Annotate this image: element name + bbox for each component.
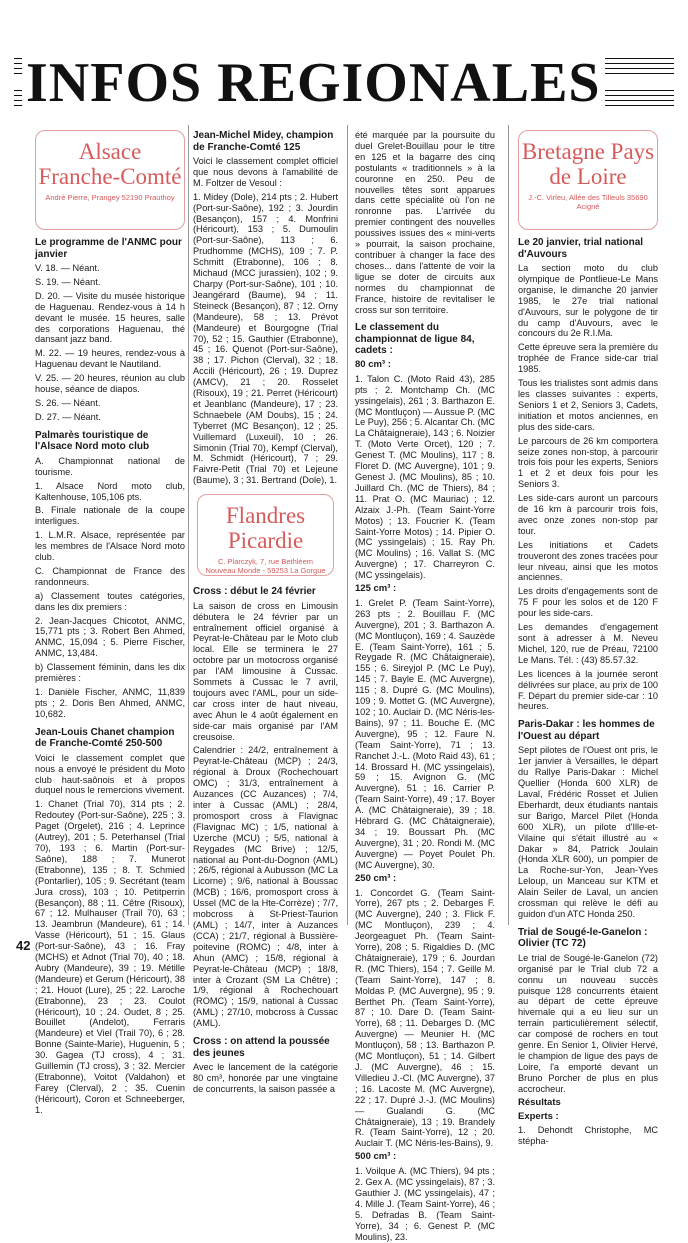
- subheading: 125 cm³ :: [355, 583, 397, 595]
- article-heading: Le 20 janvier, trial national d'Auvours: [518, 237, 644, 260]
- region-address: J.-C. Virleu, Allée des Tilleuls 35690 Acigné: [528, 193, 648, 211]
- paragraph: 1. Dehondt Christophe, MC stépha-: [518, 1125, 658, 1147]
- paragraph: 1. Grelet P. (Team Saint-Yorre), 263 pts ; 2. Bouillau F. (MC Auvergne), 201 ; 3. Barthazon A. (MC Montluçon), 169 ; 4. Sauzède E. (Team Saint-Yorre), 161 ; 5. Reygade R. (MC Châtaigneraie), 155 ; 6. Sireyjol P. (MC Le Puy), 145 ; 7. Bayle E. (MC Auvergne), 115 ; 8. Dupré G. (MC Moulins), 109 ; 9. Mottet G. (MC Auvergne), 102 ; 10. Auclair D. (MC Néris-les-Bains), 97 ; 11. Bouche E. (MC Auvergne), 95 ; 12. Faure N. (Team Saint-Yorre), 71 ; 13. Ranchet J.-L. (Moto Raid 43), 61 ; 14. Brossard H. (MC yssingelais), 59 ; 15. Avignon G. (MC Auvergne), 51 ; 16. Carrier P. (Team Saint-Yorre), 49 ; 17. Boyer A. (MC Châtaigneraie), 39 ; 18. Hébrard G. (MC Châtaigneraie), 34 ; 19. Boussart Ph. (MC Auvergne), 31 ; 20. Rondi M. (MC Auvergne) — Poyet Poulet Ph. (MC Auvergne), 30.: [355, 597, 495, 870]
- paragraph: S. 26. — Néant.: [35, 397, 101, 408]
- region-name: Alsace Franche-Comté: [38, 139, 182, 189]
- paragraph: 1. Chanet (Trial 70), 314 pts ; 2. Redoutey (Port-sur-Saône), 225 ; 3. Paget (Orgelet), 216 ; 4. Leprince (Autrey), 201 ; 5. Peterhansel (Trial 70), 193 ; 6. Martin (Port-sur-Saône), 188 ; 7. Munerot (Etrabonne), 135 ; 8. T. Schmied (Pontarlier), 105 ; 9. Secrétant (team Jura cross), 103 ; 10. Petitperrin (Besançon), 88 ; 11. Cêtre (Risoux), 67 ; 12. Mulhauser (Trail 70), 63 ; 13. Jeambrun (Mandeure), 61 ; 14. Vasse (Héricourt), 51 ; 15. Glaus (Port-sur-Saône), 43 ; 16. Fray (MCHS) et Adnot (Trial 70), 40 ; 18. Aubry (Mandeure), 39 ; 19. Métille (Mandeure) et Gerum (Héricourt), 38 ; 21. Houot (Lure), 25 ; 22. Laroche (Etrabonne), 23 ; 23. Coulot (Héricourt), 10 ; 24. Oudet, 8 ; 25. Bouillet (Andelot), Ferraris (Mandeure) et Viel (Trail 70), 6 ; 28. Bonne (Sainte-Marie), Huguenin, 5 ; 30. Gagea (TJ cross), 4 ; 31. Guillemin (TJ cross), 3 ; 32. Mercier (Etrabonne), Voitot (Valdahon) et Farey (Clerval), 2 ; 35. Cuenin (Héricourt), Coron et Schneeberger, 1.: [35, 799, 185, 1115]
- paragraph: S. 19. — Néant.: [35, 276, 101, 287]
- subheading: 250 cm³ :: [355, 872, 397, 884]
- paragraph: 1. L.M.R. Alsace, représentée par les membres de l'Alsace Nord moto club.: [35, 530, 185, 563]
- paragraph: 1. Talon C. (Moto Raid 43), 285 pts ; 2. Montchamp Ch. (MC yssingelais), 261 ; 3. Barthazon E. (MC Montluçon) — Aussue P. (MC Le Puy), 256 ; 5. Alcantar Ch. (MC La Châtaigneraie), 143 ; 6. Noizier T. (Moto Verte Orcet), 120 ; 7. Genest T. (MC Moulins), 117 ; 8. Floret D. (MC Auvergne), 101 ; 9. Genest J. (MC Moulins), 85 ; 10. Juillard Ch. (MC de Thiers), 84 ; 11. Prat O. (MC Mauriac) ; 12. Alzaix J.-Ph. (Team Saint-Yorre Motos) ; 13. Foucrier K. (Team Saint-Yorre Motos) ; 14. Pipier O. (MC yssingelais) ; 15. Ray Ph. (MC Moulins) ; 16. Vallat S. (MC Auvergne) ; 17. Charreyron C. (MC yssingelais).: [355, 373, 495, 581]
- paragraph: été marquée par la poursuite du duel Grelet-Bouillau pour le titre en 125 et la bagarre des cinq postulants « traditionnels » à la couronne en 250. Peu de nouvelles têtes sont apparues dans cette spécialité où l'on ne ronronne pas. L'arrivée du premier contingent des nouvelles poussives issues des « mini-verts » pourrait, la saison prochaine, contribuer à changer la face des choses... dans l'attente de voir la ligue se doter de circuits aux normes du championnat de France, histoire de revitaliser le cross sur son territoire.: [355, 130, 495, 315]
- column-2: [193, 130, 338, 1094]
- paragraph: V. 25. — 20 heures, réunion au club house, séance de diapos.: [35, 373, 185, 395]
- paragraph: Calendrier : 24/2, entraînement à Peyrat-le-Château (MCP) ; 24/3, régional à Droux (Rochechouart OMC) ; 31/3, entraînement à Auzances (CC Auzances) ; 7/4, inter à Cussac (AML) ; 28/4, promosport cross à Flavignac (Flavignac MC) ; 1/5, national à Uzerche (MCU) ; 5/5, national à Reygades (MC Brive) ; 12/5, national au Pont-du-Dognon (AML) ; 26/5, régional à Aubusson (MC La Licorne) ; 9/6, national à Boussac (MCB) ; 16/6, promosport cross à Ussel (MC de la Hte-Corrèze) ; 7/7, mobcross à St-Priest-Taurion (AML) ; 14/7, inter à Auzances (CCA) ; 21/7, régional à Bussière-poitevine (ROMC) ; 4/8, inter à Ahun (AMC) ; 15/8, régional à Peyrat-le-Château (MCP) ; 18/8, inter à Crozant (SM La Chêtre) ; 1/9, régional à Rochechouart (ROMC) ; 15/9, national à Cussac (AML) ; 27/10, mobcross à Cussac (AML).: [193, 745, 338, 1029]
- region-address: André Pierre, Prangey 52190 Prauthoy: [45, 193, 175, 202]
- paragraph: b) Classement féminin, dans les dix premières :: [35, 662, 185, 684]
- paragraph: Sept pilotes de l'Ouest ont pris, le 1er janvier à Versailles, le départ du Rallye Paris-Dakar : Michel Quellier (Honda 600 XLR) de Laval, Frédéric Rosset et Julien Eberhardt, deux étudiants nantais sur Barigo, Marcel Pilet (Honda 600 XLR), un pilote d'Ille-et-Vilaine qui s'était illustré au « Dakar » 84, Patrick Joulain (Honda XLR 600), un pompier de La Roche-sur-Yon, Jean-Yves Leloup, un Manceau sur KTM et Alain Seiler de Laval, un ancien crossman qui relève le défi au guidon d'un ATC Honda 250.: [518, 745, 658, 919]
- paragraph: A. Championnat national de tourisme.: [35, 455, 185, 477]
- paragraph: Les licences à la journée seront délivrées sur place, au prix de 100 F. Départ du premier side-car : 10 heures.: [518, 668, 658, 712]
- section-banner: [14, 52, 674, 114]
- region-box-flandres: [197, 494, 334, 576]
- article-heading: Cross : on attend la poussée des jeunes: [193, 1036, 330, 1059]
- paragraph: 2. Jean-Jacques Chicotot, ANMC, 15,771 pts ; 3. Robert Ben Ahmed, ANMC, 15,094 ; 5. Pierre Fischer, ANMC, 13,484.: [35, 615, 185, 659]
- region-name: Flandres Picardie: [225, 503, 306, 554]
- subheading: 500 cm³ :: [355, 1151, 397, 1163]
- article-heading: Cross : début le 24 février: [193, 586, 316, 598]
- paragraph: La section moto du club olympique de Pontlieue-Le Mans organise, le dimanche 20 janvier 1985, le 27e trial national d'Auvours, sur le polygone de tir du camp d'Auvours, avec le concours du 2e R.I.Ma.: [518, 263, 658, 339]
- paragraph: 1. Danièle Fischer, ANMC, 11,839 pts ; 2. Doris Ben Ahmed, ANMC, 10,682.: [35, 687, 185, 719]
- paragraph: D. 27. — Néant.: [35, 411, 101, 422]
- article-heading: Trial de Sougé-le-Ganelon : Olivier (TC 72): [518, 926, 648, 950]
- article-heading: Jean-Louis Chanet champion de Franche-Comté 250-500: [35, 726, 175, 750]
- paragraph: B. Finale nationale de la coupe interligues.: [35, 505, 185, 527]
- region-name: Bretagne Pays de Loire: [521, 139, 655, 189]
- paragraph: 1. Midey (Dole), 214 pts ; 2. Hubert (Port-sur-Saône), 192 ; 3. Jourdin (Besançon), 157 ; 4. Monfrini (Héricourt), 153 ; 5. Dumoulin (Port-sur-Saône), 113 ; 6. Prudhomme (MCHS), 109 ; 7. P. Schmitt (Etrabonne), 106 ; 8. Michaud (MCC jurassien), 102 ; 9. Charpy (Port-sur-Saône), 101 ; 10. Jeangérard (Baume), 94 ; 11. Steineck (Besançon), 87 ; 12. Orny (Mandeure), 58 ; 13. Prévot (Mandeure) et Bourgogne (Trial 70), 52 ; 15. Gauthier (Etrabonne), 45 ; 16. Quenot (Port-sur-Saône), 38 ; 17. Pichon (Clerval), 32 ; 18. Accili (Héricourt), 26 ; 19. Duprez (AMCV), 21 ; 20. Rosselet (Risoux), 19 ; 21. Perret (Héricourt) et Jeanblanc (Mandeure), 17 ; 23. Schnaebele (AM Doubs), 15 ; 24. Tyberret (MC Besançon), 12 ; 25. Vuillemard (Luxeuil), 10 ; 26. Simonin (Trial 70), Kempf (Clerval), M. Schmidt (Héricourt), 7 ; 29. Faivre-Petit (Trial 70) et Lejeune (Baume), 3 ; 31. Bertrand (Dole), 1.: [193, 191, 338, 486]
- subheading: 80 cm³ :: [355, 358, 391, 370]
- column-4: [518, 130, 658, 1147]
- column-1: [35, 130, 185, 1115]
- region-box-bretagne: [518, 130, 658, 230]
- paragraph: Les droits d'engagements sont de 75 F pour les solos et de 120 F pour les side-cars.: [518, 586, 658, 619]
- paragraph: C. Championnat de France des randonneurs.: [35, 565, 185, 587]
- article-heading: Le classement du championnat de ligue 84, cadets :: [355, 322, 475, 357]
- paragraph: 1. Concordet G. (Team Saint-Yorre), 267 pts ; 2. Debarges F. (MC Auvergne), 240 ; 3. Flick F. (MC Montluçon), 239 ; 4. Jeorgeaguet Ph. (Team Saint-Yorre), 208 ; 5. Rigaldies D. (MC Châtaigneraie), 179 ; 6. Jourdan R. (MC Thiers), 154 ; 7. Geille M. (Team Saint-Yorre), 147 ; 8. Moldas P. (MC Auvergne), 95 ; 9. Berthet Ph. (Team Saint-Yorre), 87 ; 10. Dare D. (Team Saint-Yorre), 68 ; 11. Debarges D. (MC Auvergne) — Meunier H. (MC Montluçon), 58 ; 13. Barthazon P. (MC Montluçon), 51 ; 14. Gilbert J. (MC Auvergne), 46 ; 15. Villedieu J.-Cl. (MC Auvergne), 37 ; 16. Lacoste M. (MC Auvergne), 22 ; 17. Dupré J.-J. (MC Moulins) — Gualandi G. (MC Châtaigneraie), 13 ; 19. Brandely R. (Team Saint-Yorre), 12 ; 20. Auclair T. (MC Néris-les-Bains), 9.: [355, 887, 495, 1149]
- article-heading: Palmarès touristique de l'Alsace Nord moto club: [35, 429, 150, 453]
- page-title: INFOS REGIONALES: [22, 52, 605, 114]
- paragraph: M. 22. — 19 heures, rendez-vous à Haguenau devant le Nautiland.: [35, 348, 185, 370]
- region-box-alsace: [35, 130, 185, 230]
- subheading: Résultats: [518, 1096, 561, 1108]
- paragraph: Les initiations et Cadets trouveront des zones tracées pour leur niveau, ainsi que les motos anciennes.: [518, 539, 658, 583]
- article-heading: Paris-Dakar : les hommes de l'Ouest au départ: [518, 719, 655, 742]
- paragraph: 1. Voilque A. (MC Thiers), 94 pts ; 2. Gex A. (MC yssingelais), 87 ; 3. Gauthier J. (MC yssingelais), 47 ; 4. Mille J. (Team Saint-Yorre), 46 ; 5. Defradas B. (Team Saint-Yorre), 34 ; 6. Genest P. (MC Moulins), 23.: [355, 1166, 495, 1242]
- paragraph: a) Classement toutes catégories, dans les dix premiers :: [35, 590, 185, 612]
- paragraph: Les demandes d'engagement sont à adresser à M. Neveu Michel, 120, rue de Préau, 72100 Le Mans. Tél. : (43) 85.57.32.: [518, 622, 658, 665]
- paragraph: V. 18. — Néant.: [35, 263, 100, 273]
- paragraph: Le trial de Sougé-le-Ganelon (72) organisé par le Trial club 72 a connu un nouveau succès puisque 128 concurrents étaient au départ de cette épreuve hivernale qui a eu lieu sur un terrain particulièrement sélectif, car composé de rochers en tout genre. En Senior 1, Olivier Hervé, le champion de ligue des pays de Loire, l'a emporté devant un Bruno Porcher de plus en plus accrocheur.: [518, 952, 658, 1094]
- paragraph: 1. Alsace Nord moto club, Kaltenhouse, 105,106 pts.: [35, 480, 185, 502]
- paragraph: La saison de cross en Limousin débutera le 24 février par un entraînement officiel organisé à Peyrat-le-Château par le Moto club local. Elle se terminera le 27 octobre par un motocross organisé par l'AM limousine à Cussac. Sommets à Cussac le 7 avril, toujours avec l'AML, pour un side-car cross inter de haut niveau, avec Ahun le 4 août également en side-car mais organisé par l'AM creusoise.: [193, 600, 338, 742]
- paragraph: Avec le lancement de la catégorie 80 cm³, honorée par une vingtaine de concurrents, la saison passée a: [193, 1062, 338, 1094]
- subheading: Experts :: [518, 1110, 559, 1122]
- article-heading: Le programme de l'ANMC pour janvier: [35, 237, 182, 260]
- paragraph: Voici le classement complet que nous a envoyé le président du Moto club haut-saônois et à propos duquel nous le remercions vivement.: [35, 752, 185, 796]
- paragraph: D. 20. — Visite du musée historique de Haguenau. Rendez-vous à 14 h devant le musée. 15 heures, salle des corporations Haguenau, thé dansant jazz band.: [35, 290, 185, 345]
- paragraph: Voici le classement complet officiel que nous devons à l'amabilité de M. Foltzer de Vesoul :: [193, 156, 338, 188]
- paragraph: Tous les trialistes sont admis dans les classes suivantes : experts, Seniors 1 et 2, Seniors 3, Cadets, initiation et motos anciennes, en plus des side-cars.: [518, 378, 658, 432]
- article-heading: Jean-Michel Midey, champion de Franche-Comté 125: [193, 130, 334, 153]
- paragraph: Cette épreuve sera la première du trophée de France side-car trial 1985.: [518, 342, 658, 375]
- paragraph: Les side-cars auront un parcours de 16 km à parcourir trois fois, avec onze zones non-stop par tour.: [518, 493, 658, 536]
- page-number: 42: [16, 938, 31, 953]
- column-3: [355, 130, 495, 1242]
- region-address: C. Plarczyk, 7, rue Bethléem Nouveau Monde - 59253 La Gorgue: [205, 557, 326, 576]
- paragraph: Le parcours de 26 km comportera seize zones non-stop, à parcourir trois fois pour les experts, Seniors 1 et 2 et deux fois pour les Seniors 3.: [518, 435, 658, 490]
